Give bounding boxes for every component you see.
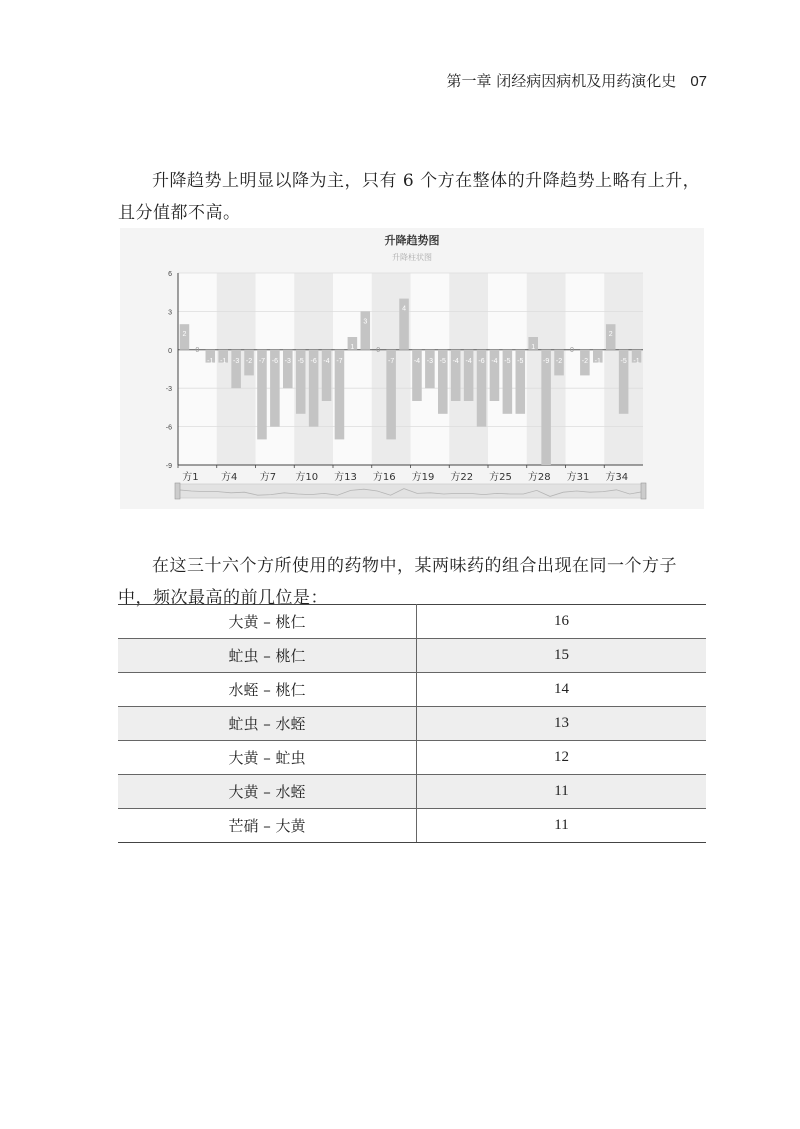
chart-title: 升降趋势图 <box>384 235 440 247</box>
data-label: -2 <box>581 357 588 365</box>
data-label: -6 <box>478 357 485 365</box>
data-label: -7 <box>336 357 343 365</box>
x-tick-label: 方28 <box>527 472 551 483</box>
table-row <box>118 707 706 741</box>
data-label: -4 <box>465 357 472 365</box>
x-tick-label: 方34 <box>605 472 629 483</box>
paragraph-1: 升降趋势上明显以降为主，只有 6 个方在整体的升降趋势上略有上升，且分值都不高。 <box>118 171 701 223</box>
herb-pair-cell: 大黄 – 水蛭 <box>118 775 417 809</box>
x-tick-label: 方13 <box>334 472 357 483</box>
plot-area <box>166 271 646 499</box>
x-tick-label: 方16 <box>372 472 396 483</box>
trend-chart <box>120 228 704 509</box>
x-tick-label: 方7 <box>259 472 277 483</box>
frequency-cell: 12 <box>417 741 707 775</box>
frequency-cell: 15 <box>417 639 707 673</box>
frequency-cell: 14 <box>417 673 707 707</box>
x-tick-label: 方1 <box>182 472 199 483</box>
table-row <box>118 639 706 673</box>
paragraph-2: 在这三十六个方所使用的药物中，某两味药的组合出现在同一个方子中，频次最高的前几位是： <box>118 556 677 608</box>
zoom-handle-right <box>641 483 646 499</box>
data-label: -1 <box>207 357 214 365</box>
data-label: -4 <box>413 357 421 365</box>
data-label: 0 <box>195 346 200 354</box>
data-label: -6 <box>271 357 278 365</box>
data-label: 4 <box>402 305 406 313</box>
data-label: 1 <box>531 344 536 351</box>
x-tick-label: 方4 <box>221 472 238 483</box>
y-tick-label: 6 <box>168 271 172 278</box>
x-tick-label: 方10 <box>295 472 319 483</box>
herb-pair-cell: 芒硝 – 大黄 <box>118 809 417 843</box>
data-label: -2 <box>245 357 253 365</box>
y-tick-label: 0 <box>168 347 172 355</box>
x-tick-label: 方22 <box>450 472 474 483</box>
data-label: -3 <box>284 357 291 365</box>
frequency-cell: 11 <box>417 809 707 843</box>
herb-pair-cell: 虻虫 – 水蛭 <box>118 707 417 741</box>
page-number: 07 <box>690 73 707 90</box>
x-tick-label: 方31 <box>566 472 590 483</box>
bar-方29 <box>541 350 551 465</box>
x-tick-label: 方19 <box>411 472 435 483</box>
frequency-cell: 11 <box>417 775 707 809</box>
table-row <box>118 775 706 809</box>
data-label: 3 <box>363 318 368 326</box>
data-label: -1 <box>633 357 640 365</box>
data-label: 2 <box>182 331 187 339</box>
data-label: 2 <box>608 331 613 339</box>
data-label: 0 <box>570 346 574 354</box>
table-row <box>118 809 706 843</box>
data-label: -1 <box>220 357 227 365</box>
y-tick-label: 3 <box>168 309 172 317</box>
data-label: -7 <box>388 357 395 365</box>
bar-方20 <box>425 350 435 388</box>
data-label: -5 <box>504 357 511 365</box>
table-row <box>118 673 706 707</box>
data-label: -9 <box>543 357 550 365</box>
data-label: -3 <box>233 357 240 365</box>
data-label: -4 <box>323 357 330 365</box>
bar-方15 <box>361 311 371 349</box>
data-label: -4 <box>491 357 498 365</box>
herb-pair-cell: 大黄 – 桃仁 <box>118 605 417 639</box>
y-tick-label: -3 <box>165 386 172 394</box>
herb-pair-cell: 水蛭 – 桃仁 <box>118 673 417 707</box>
data-label: 1 <box>350 344 355 351</box>
running-header <box>447 70 707 91</box>
data-label: -4 <box>452 357 459 365</box>
herb-pair-cell: 虻虫 – 桃仁 <box>118 639 417 673</box>
y-tick-label: -9 <box>165 463 172 470</box>
data-label: -5 <box>517 357 524 365</box>
table-row <box>118 741 706 775</box>
data-label: 0 <box>376 346 381 354</box>
data-label: -7 <box>258 357 266 365</box>
data-label: -5 <box>620 357 627 365</box>
trend-chart-svg <box>120 228 704 509</box>
chapter-title: 第一章 闭经病因病机及用药演化史 <box>446 72 677 90</box>
chart-subtitle: 升降柱状图 <box>392 253 432 262</box>
frequency-cell: 13 <box>417 707 707 741</box>
table-row <box>118 605 706 639</box>
data-label: -5 <box>439 357 446 365</box>
bar-方5 <box>231 350 241 388</box>
y-tick-label: -6 <box>165 424 172 432</box>
data-label: -3 <box>426 357 433 365</box>
herb-pair-table <box>118 604 706 843</box>
x-tick-label: 方25 <box>489 472 512 483</box>
data-label: -6 <box>310 357 317 365</box>
zoom-handle-left <box>175 483 180 499</box>
data-label: -2 <box>555 357 563 365</box>
herb-pair-cell: 大黄 – 虻虫 <box>118 741 417 775</box>
data-label: -5 <box>297 357 304 365</box>
bar-方9 <box>283 350 293 388</box>
data-label: -1 <box>594 357 601 365</box>
frequency-cell: 16 <box>417 605 707 639</box>
